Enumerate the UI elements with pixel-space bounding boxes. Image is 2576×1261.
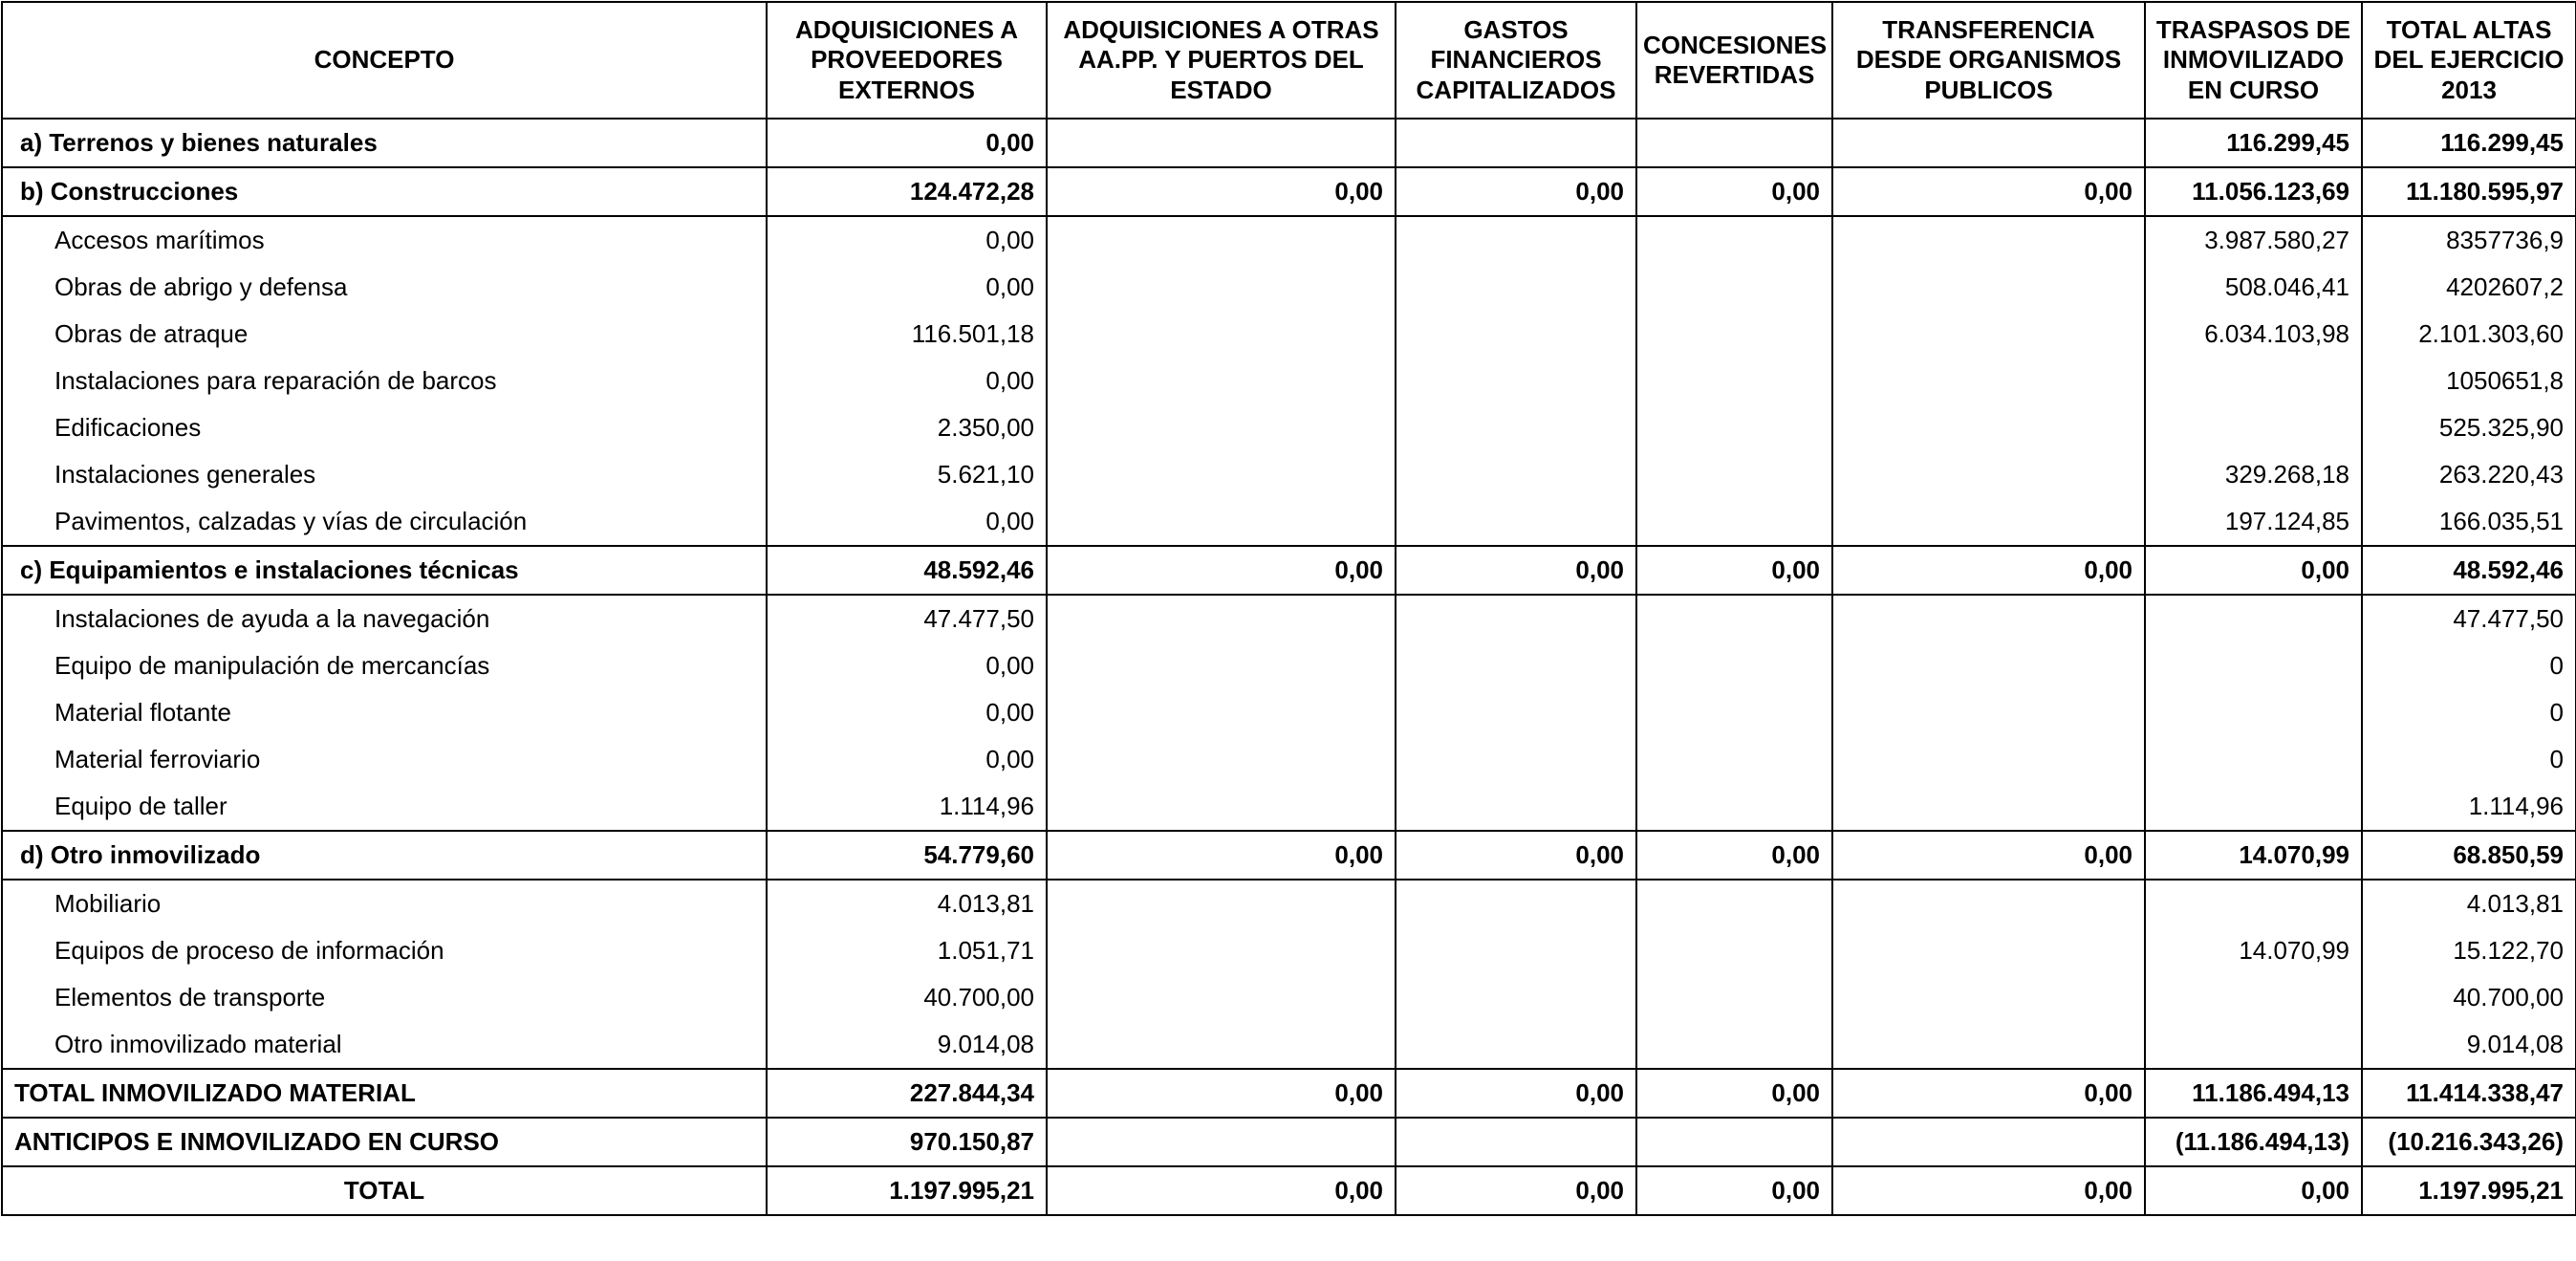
total-altas-cell: 68.850,59: [2362, 831, 2576, 880]
transferencia-cell: [1832, 404, 2145, 451]
table-row-item: [2, 927, 2576, 974]
gastos-financieros-cell: 0,00: [1396, 1069, 1636, 1118]
transferencia-cell: [1832, 927, 2145, 974]
gastos-financieros-cell: [1396, 642, 1636, 689]
table-row-section: [2, 167, 2576, 216]
transferencia-cell: [1832, 451, 2145, 498]
gastos-financieros-cell: [1396, 974, 1636, 1021]
concesiones-cell: 0,00: [1636, 1166, 1832, 1215]
adq-aapp-cell: [1047, 216, 1396, 264]
adq-aapp-cell: 0,00: [1047, 546, 1396, 595]
adq-aapp-cell: [1047, 927, 1396, 974]
total-altas-cell: 9.014,08: [2362, 1021, 2576, 1069]
adq-aapp-cell: [1047, 498, 1396, 546]
gastos-financieros-cell: [1396, 595, 1636, 642]
adq-proveedores-cell: 9.014,08: [767, 1021, 1047, 1069]
gastos-financieros-cell: [1396, 498, 1636, 546]
gastos-financieros-cell: [1396, 1118, 1636, 1166]
header-total-altas: TOTAL ALTAS DEL EJERCICIO 2013: [2362, 2, 2576, 119]
transferencia-cell: [1832, 216, 2145, 264]
table-row-item: [2, 216, 2576, 264]
traspasos-cell: 116.299,45: [2145, 119, 2362, 167]
adq-proveedores-cell: 1.051,71: [767, 927, 1047, 974]
adq-aapp-cell: [1047, 264, 1396, 311]
adq-aapp-cell: [1047, 1021, 1396, 1069]
total-altas-cell: 8357736,9: [2362, 216, 2576, 264]
traspasos-cell: 14.070,99: [2145, 831, 2362, 880]
concepto-cell: Equipos de proceso de información: [2, 927, 767, 974]
gastos-financieros-cell: [1396, 783, 1636, 831]
total-altas-cell: 263.220,43: [2362, 451, 2576, 498]
adq-aapp-cell: [1047, 1118, 1396, 1166]
total-altas-cell: 11.414.338,47: [2362, 1069, 2576, 1118]
transferencia-cell: [1832, 595, 2145, 642]
table-row-item: [2, 311, 2576, 358]
total-altas-cell: 48.592,46: [2362, 546, 2576, 595]
adq-aapp-cell: [1047, 311, 1396, 358]
total-altas-cell: 2.101.303,60: [2362, 311, 2576, 358]
adq-aapp-cell: 0,00: [1047, 831, 1396, 880]
header-adquisiciones-aapp: ADQUISICIONES A OTRAS AA.PP. Y PUERTOS DEL ESTADO: [1047, 2, 1396, 119]
concesiones-cell: [1636, 216, 1832, 264]
concesiones-cell: [1636, 404, 1832, 451]
table-row-item: [2, 880, 2576, 927]
concesiones-cell: 0,00: [1636, 1069, 1832, 1118]
traspasos-cell: 0,00: [2145, 546, 2362, 595]
concesiones-cell: [1636, 498, 1832, 546]
traspasos-cell: [2145, 880, 2362, 927]
traspasos-cell: 14.070,99: [2145, 927, 2362, 974]
total-altas-cell: 11.180.595,97: [2362, 167, 2576, 216]
header-concesiones-revertidas: CONCESIONES REVERTIDAS: [1636, 2, 1832, 119]
total-altas-cell: 4.013,81: [2362, 880, 2576, 927]
concesiones-cell: [1636, 736, 1832, 783]
header-adquisiciones-proveedores: ADQUISICIONES A PROVEEDORES EXTERNOS: [767, 2, 1047, 119]
gastos-financieros-cell: [1396, 311, 1636, 358]
concesiones-cell: 0,00: [1636, 831, 1832, 880]
concepto-cell: Elementos de transporte: [2, 974, 767, 1021]
table-row-item: [2, 404, 2576, 451]
adq-proveedores-cell: 54.779,60: [767, 831, 1047, 880]
concepto-cell: c) Equipamientos e instalaciones técnicas: [2, 546, 767, 595]
concesiones-cell: [1636, 642, 1832, 689]
gastos-financieros-cell: 0,00: [1396, 167, 1636, 216]
adq-aapp-cell: [1047, 404, 1396, 451]
transferencia-cell: 0,00: [1832, 546, 2145, 595]
concepto-cell: Obras de atraque: [2, 311, 767, 358]
concesiones-cell: [1636, 689, 1832, 736]
concepto-cell: a) Terrenos y bienes naturales: [2, 119, 767, 167]
traspasos-cell: [2145, 1021, 2362, 1069]
adq-proveedores-cell: 40.700,00: [767, 974, 1047, 1021]
adq-proveedores-cell: 0,00: [767, 264, 1047, 311]
concesiones-cell: [1636, 358, 1832, 404]
table-row-item: [2, 1021, 2576, 1069]
concesiones-cell: [1636, 974, 1832, 1021]
gastos-financieros-cell: [1396, 927, 1636, 974]
transferencia-cell: [1832, 736, 2145, 783]
gastos-financieros-cell: [1396, 358, 1636, 404]
table-row-item: [2, 689, 2576, 736]
transferencia-cell: 0,00: [1832, 167, 2145, 216]
gastos-financieros-cell: 0,00: [1396, 546, 1636, 595]
concesiones-cell: [1636, 264, 1832, 311]
transferencia-cell: 0,00: [1832, 1069, 2145, 1118]
table-row-item: [2, 264, 2576, 311]
transferencia-cell: [1832, 498, 2145, 546]
adq-aapp-cell: [1047, 642, 1396, 689]
transferencia-cell: [1832, 1021, 2145, 1069]
gastos-financieros-cell: [1396, 689, 1636, 736]
concesiones-cell: [1636, 119, 1832, 167]
adq-proveedores-cell: 5.621,10: [767, 451, 1047, 498]
total-altas-cell: 40.700,00: [2362, 974, 2576, 1021]
traspasos-cell: [2145, 974, 2362, 1021]
adq-proveedores-cell: 1.197.995,21: [767, 1166, 1047, 1215]
adq-proveedores-cell: 227.844,34: [767, 1069, 1047, 1118]
table-row-total: [2, 1069, 2576, 1118]
traspasos-cell: 197.124,85: [2145, 498, 2362, 546]
total-altas-cell: (10.216.343,26): [2362, 1118, 2576, 1166]
transferencia-cell: [1832, 974, 2145, 1021]
traspasos-cell: [2145, 689, 2362, 736]
traspasos-cell: 508.046,41: [2145, 264, 2362, 311]
adq-aapp-cell: [1047, 358, 1396, 404]
gastos-financieros-cell: 0,00: [1396, 1166, 1636, 1215]
adq-proveedores-cell: 1.114,96: [767, 783, 1047, 831]
transferencia-cell: [1832, 264, 2145, 311]
adq-proveedores-cell: 116.501,18: [767, 311, 1047, 358]
table-body: [2, 119, 2576, 1215]
transferencia-cell: [1832, 689, 2145, 736]
total-altas-cell: 15.122,70: [2362, 927, 2576, 974]
adq-proveedores-cell: 0,00: [767, 216, 1047, 264]
concesiones-cell: [1636, 927, 1832, 974]
header-gastos-financieros: GASTOS FINANCIEROS CAPITALIZADOS: [1396, 2, 1636, 119]
table-row-item: [2, 642, 2576, 689]
traspasos-cell: [2145, 595, 2362, 642]
adq-aapp-cell: [1047, 595, 1396, 642]
table-row-total: [2, 1118, 2576, 1166]
table-row-section: [2, 119, 2576, 167]
total-altas-cell: 1.197.995,21: [2362, 1166, 2576, 1215]
concepto-cell: Equipo de taller: [2, 783, 767, 831]
concepto-cell: b) Construcciones: [2, 167, 767, 216]
total-altas-cell: 0: [2362, 736, 2576, 783]
concepto-cell: Material ferroviario: [2, 736, 767, 783]
total-altas-cell: 47.477,50: [2362, 595, 2576, 642]
adq-proveedores-cell: 48.592,46: [767, 546, 1047, 595]
traspasos-cell: 11.056.123,69: [2145, 167, 2362, 216]
header-transferencia-organismos: TRANSFERENCIA DESDE ORGANISMOS PUBLICOS: [1832, 2, 2145, 119]
traspasos-cell: 329.268,18: [2145, 451, 2362, 498]
adq-proveedores-cell: 0,00: [767, 498, 1047, 546]
adq-aapp-cell: [1047, 783, 1396, 831]
transferencia-cell: [1832, 119, 2145, 167]
gastos-financieros-cell: [1396, 1021, 1636, 1069]
concepto-cell: Equipo de manipulación de mercancías: [2, 642, 767, 689]
concepto-cell: Pavimentos, calzadas y vías de circulación: [2, 498, 767, 546]
concepto-cell: TOTAL INMOVILIZADO MATERIAL: [2, 1069, 767, 1118]
gastos-financieros-cell: [1396, 264, 1636, 311]
concepto-cell: ANTICIPOS E INMOVILIZADO EN CURSO: [2, 1118, 767, 1166]
gastos-financieros-cell: [1396, 736, 1636, 783]
concepto-cell: Instalaciones de ayuda a la navegación: [2, 595, 767, 642]
transferencia-cell: 0,00: [1832, 1166, 2145, 1215]
gastos-financieros-cell: [1396, 404, 1636, 451]
gastos-financieros-cell: [1396, 451, 1636, 498]
concesiones-cell: 0,00: [1636, 167, 1832, 216]
adq-proveedores-cell: 47.477,50: [767, 595, 1047, 642]
adq-proveedores-cell: 0,00: [767, 736, 1047, 783]
table-header: [2, 2, 2576, 119]
header-row: [2, 2, 2576, 119]
concesiones-cell: [1636, 783, 1832, 831]
concepto-cell: Instalaciones generales: [2, 451, 767, 498]
concesiones-cell: [1636, 880, 1832, 927]
adq-aapp-cell: [1047, 119, 1396, 167]
total-altas-cell: 0: [2362, 642, 2576, 689]
table-row-item: [2, 736, 2576, 783]
adq-aapp-cell: 0,00: [1047, 1166, 1396, 1215]
total-altas-cell: 166.035,51: [2362, 498, 2576, 546]
transferencia-cell: [1832, 642, 2145, 689]
traspasos-cell: [2145, 358, 2362, 404]
adq-aapp-cell: 0,00: [1047, 167, 1396, 216]
total-altas-cell: 1050651,8: [2362, 358, 2576, 404]
adq-aapp-cell: [1047, 689, 1396, 736]
table-row-item: [2, 783, 2576, 831]
adq-aapp-cell: [1047, 736, 1396, 783]
concepto-cell: TOTAL: [2, 1166, 767, 1215]
traspasos-cell: 6.034.103,98: [2145, 311, 2362, 358]
concepto-cell: Obras de abrigo y defensa: [2, 264, 767, 311]
adq-proveedores-cell: 970.150,87: [767, 1118, 1047, 1166]
traspasos-cell: 11.186.494,13: [2145, 1069, 2362, 1118]
total-altas-cell: 0: [2362, 689, 2576, 736]
header-concepto: CONCEPTO: [2, 2, 767, 119]
transferencia-cell: 0,00: [1832, 831, 2145, 880]
gastos-financieros-cell: 0,00: [1396, 831, 1636, 880]
total-altas-cell: 1.114,96: [2362, 783, 2576, 831]
adq-aapp-cell: 0,00: [1047, 1069, 1396, 1118]
traspasos-cell: 0,00: [2145, 1166, 2362, 1215]
table-row-section: [2, 831, 2576, 880]
adq-aapp-cell: [1047, 974, 1396, 1021]
concesiones-cell: 0,00: [1636, 546, 1832, 595]
transferencia-cell: [1832, 358, 2145, 404]
transferencia-cell: [1832, 1118, 2145, 1166]
table-row-item: [2, 498, 2576, 546]
concepto-cell: Mobiliario: [2, 880, 767, 927]
gastos-financieros-cell: [1396, 216, 1636, 264]
concesiones-cell: [1636, 595, 1832, 642]
adq-proveedores-cell: 4.013,81: [767, 880, 1047, 927]
transferencia-cell: [1832, 783, 2145, 831]
adq-proveedores-cell: 2.350,00: [767, 404, 1047, 451]
table-row-item: [2, 974, 2576, 1021]
traspasos-cell: (11.186.494,13): [2145, 1118, 2362, 1166]
concepto-cell: Otro inmovilizado material: [2, 1021, 767, 1069]
concepto-cell: d) Otro inmovilizado: [2, 831, 767, 880]
transferencia-cell: [1832, 880, 2145, 927]
traspasos-cell: [2145, 642, 2362, 689]
adq-proveedores-cell: 0,00: [767, 358, 1047, 404]
concesiones-cell: [1636, 311, 1832, 358]
transferencia-cell: [1832, 311, 2145, 358]
gastos-financieros-cell: [1396, 880, 1636, 927]
total-altas-cell: 525.325,90: [2362, 404, 2576, 451]
traspasos-cell: [2145, 783, 2362, 831]
adq-proveedores-cell: 0,00: [767, 689, 1047, 736]
adq-proveedores-cell: 124.472,28: [767, 167, 1047, 216]
adq-proveedores-cell: 0,00: [767, 119, 1047, 167]
gastos-financieros-cell: [1396, 119, 1636, 167]
table-row-grand: [2, 1166, 2576, 1215]
concesiones-cell: [1636, 1021, 1832, 1069]
adq-aapp-cell: [1047, 880, 1396, 927]
total-altas-cell: 116.299,45: [2362, 119, 2576, 167]
concepto-cell: Material flotante: [2, 689, 767, 736]
table-row-item: [2, 595, 2576, 642]
concepto-cell: Accesos marítimos: [2, 216, 767, 264]
concesiones-cell: [1636, 1118, 1832, 1166]
table-row-section: [2, 546, 2576, 595]
traspasos-cell: [2145, 404, 2362, 451]
table-row-item: [2, 358, 2576, 404]
concepto-cell: Edificaciones: [2, 404, 767, 451]
adq-proveedores-cell: 0,00: [767, 642, 1047, 689]
traspasos-cell: 3.987.580,27: [2145, 216, 2362, 264]
concepto-cell: Instalaciones para reparación de barcos: [2, 358, 767, 404]
adq-aapp-cell: [1047, 451, 1396, 498]
traspasos-cell: [2145, 736, 2362, 783]
total-altas-cell: 4202607,2: [2362, 264, 2576, 311]
altas-inmovilizado-table: [1, 1, 2576, 1216]
concesiones-cell: [1636, 451, 1832, 498]
header-traspasos-inmovilizado: TRASPASOS DE INMOVILIZADO EN CURSO: [2145, 2, 2362, 119]
table-row-item: [2, 451, 2576, 498]
